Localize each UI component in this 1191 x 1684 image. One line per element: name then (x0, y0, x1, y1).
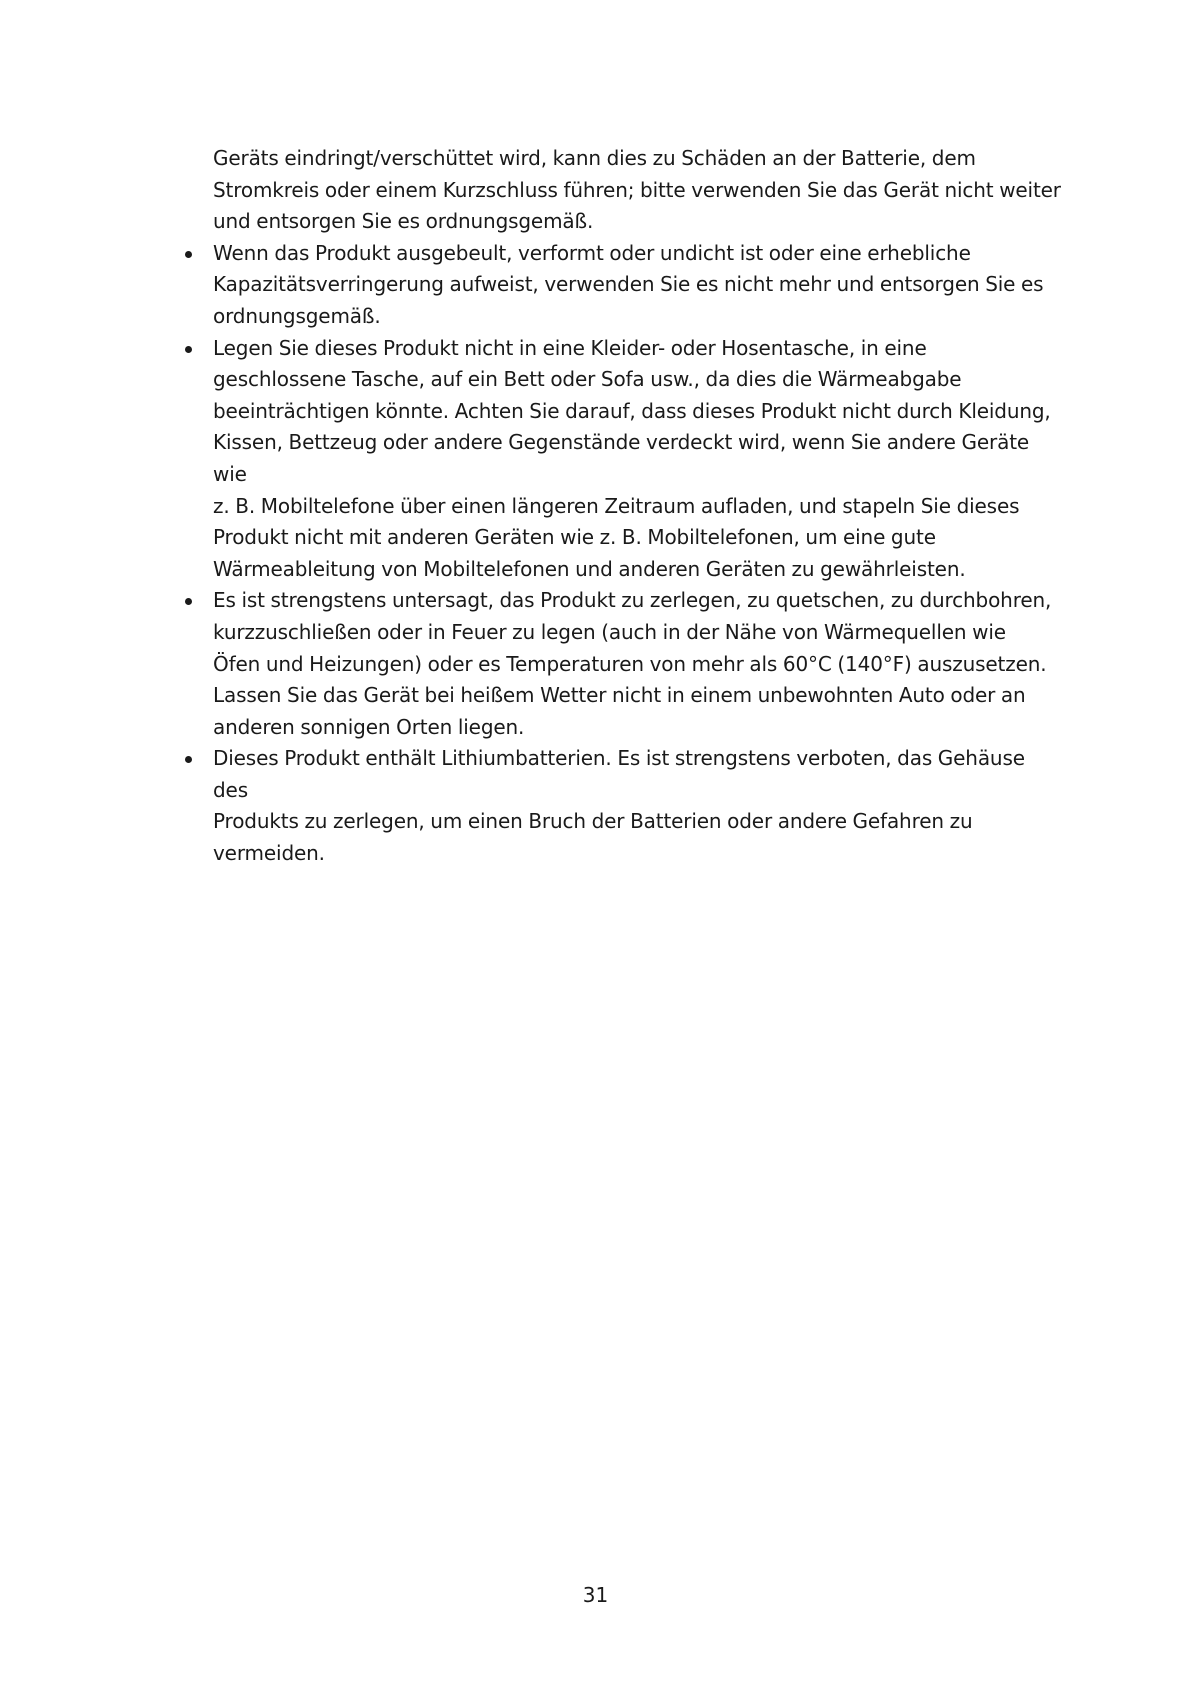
page-content (213, 143, 1063, 870)
bullet-icon (185, 598, 192, 605)
list-item (213, 333, 1063, 586)
list-item-text: Wenn das Produkt ausgebeult, verformt oder undicht ist oder eine erhebliche Kapazitätsverringerung aufweist, verwenden Sie es nicht mehr und entsorgen Sie es ordnungsgemäß. (213, 240, 1044, 328)
bullet-icon (185, 251, 192, 258)
list-item (213, 743, 1063, 869)
list-item (213, 585, 1063, 743)
bullet-icon (185, 756, 192, 763)
list-item-text: Dieses Produkt enthält Lithiumbatterien. Es ist strengstens verboten, das Gehäuse des Produkts zu zerlegen, um einen Bruch der Batterien oder andere Gefahren zu vermeiden. (213, 746, 1025, 866)
list-item-text: Legen Sie dieses Produkt nicht in eine Kleider- oder Hosentasche, in eine geschlossene Tasche, auf ein Bett oder Sofa usw., da dies die Wärmeabgabe beeinträchtigen könnte. Achten Sie darauf, dass dieses Produkt nicht durch Kleidung, Kissen, Bettzeug oder andere Gegenstände verdeckt wird, wenn Sie andere Geräte wie z. B. Mobiltelefone über einen längeren Zeitraum aufladen, und stapeln Sie dieses Produkt nicht mit anderen Geräten wie z. B. Mobiltelefonen, um eine gute Wärmeableitung von Mobiltelefonen und anderen Geräten zu gewährleisten. (213, 335, 1051, 581)
continued-paragraph: Geräts eindringt/verschüttet wird, kann dies zu Schäden an der Batterie, dem Stromkreis oder einem Kurzschluss führen; bitte verwenden Sie das Gerät nicht weiter und entsorgen Sie es ordnungsgemäß. (213, 146, 1061, 234)
safety-bullet-list (213, 238, 1063, 870)
list-item-text: Es ist strengstens untersagt, das Produkt zu zerlegen, zu quetschen, zu durchbohren, kurzzuschließen oder in Feuer zu legen (auch in der Nähe von Wärmequellen wie Öfen und Heizungen) oder es Temperaturen von mehr als 60°C (140°F) auszusetzen. Lassen Sie das Gerät bei heißem Wetter nicht in einem unbewohnten Auto oder an anderen sonnigen Orten liegen. (213, 588, 1052, 739)
list-item (213, 238, 1063, 333)
bullet-icon (185, 346, 192, 353)
page-number: 31 (582, 1583, 609, 1607)
